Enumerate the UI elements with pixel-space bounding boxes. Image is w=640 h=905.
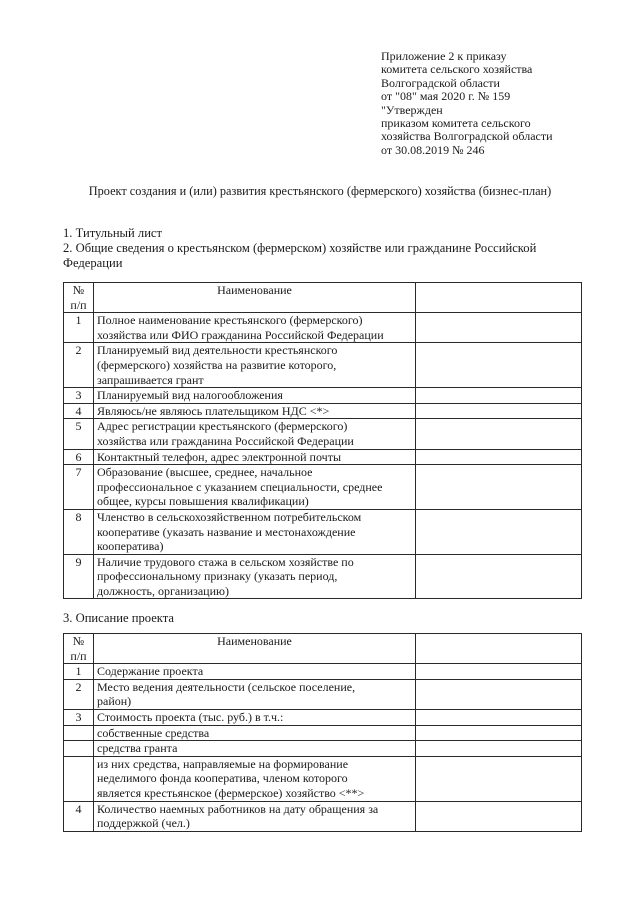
row-name-cell xyxy=(94,554,416,599)
row-number: 3 xyxy=(75,388,82,403)
table-row xyxy=(64,449,582,465)
header-number-label: № xyxy=(72,283,85,297)
section-2-heading: 2. Общие сведения о крестьянском (фермерском) хозяйстве или гражданине Российской xyxy=(63,241,537,255)
header-name-cell xyxy=(94,283,416,313)
header-name-label: Наименование xyxy=(217,283,292,297)
row-name-text: Контактный телефон, адрес электронной почты xyxy=(97,449,342,464)
header-name-cell xyxy=(94,634,416,664)
row-name-text: запрашивается грант xyxy=(97,372,204,387)
row-value-cell[interactable] xyxy=(416,388,582,404)
row-number-cell xyxy=(64,313,94,343)
table-row xyxy=(64,313,582,343)
row-number-cell xyxy=(64,801,94,831)
row-number-cell xyxy=(64,419,94,449)
row-name-text: Являюсь/не являюсь плательщиком НДС <*> xyxy=(97,403,330,418)
row-number-cell xyxy=(64,403,94,419)
row-number-cell xyxy=(64,449,94,465)
row-number: 8 xyxy=(75,509,82,524)
row-name-text: должность, организацию) xyxy=(97,583,229,598)
row-number-cell xyxy=(64,554,94,599)
row-number: 9 xyxy=(75,554,82,569)
header-number-label: п/п xyxy=(70,297,87,312)
general-info-table xyxy=(63,282,582,599)
row-number-cell xyxy=(64,388,94,404)
row-name-text: Наличие трудового стажа в сельском хозяйстве по xyxy=(97,554,354,569)
table-row xyxy=(64,388,582,404)
row-value-cell[interactable] xyxy=(416,509,582,554)
row-name-cell xyxy=(94,801,416,831)
table-row xyxy=(64,709,582,725)
row-name-text: хозяйства или ФИО гражданина Российской Федерации xyxy=(97,327,384,342)
row-value-cell[interactable] xyxy=(416,801,582,831)
row-name-text: кооперативе (указать название и местонахождение xyxy=(97,524,356,539)
row-number-cell xyxy=(64,465,94,510)
table-header-row xyxy=(64,634,582,664)
row-name-cell xyxy=(94,725,416,741)
row-name-cell xyxy=(94,756,416,801)
table-row xyxy=(64,741,582,757)
row-number-cell xyxy=(64,709,94,725)
row-name-cell xyxy=(94,419,416,449)
table-row xyxy=(64,554,582,599)
header-value-cell xyxy=(416,634,582,664)
row-name-text: кооператива) xyxy=(97,539,164,554)
row-name-text: профессиональное с указанием специальности, среднее xyxy=(97,479,383,494)
row-number-cell xyxy=(64,756,94,801)
table-row xyxy=(64,801,582,831)
project-description-table xyxy=(63,633,582,832)
row-number: 6 xyxy=(75,449,82,464)
header-line: Волгоградской области xyxy=(381,75,500,90)
section-1-heading: 1. Титульный лист xyxy=(63,226,163,240)
row-number: 7 xyxy=(75,465,82,480)
row-number-cell xyxy=(64,679,94,709)
row-name-text: средства гранта xyxy=(97,741,178,756)
row-name-cell xyxy=(94,509,416,554)
row-name-text: район) xyxy=(97,694,132,709)
header-number-label: № xyxy=(72,634,85,648)
row-name-cell xyxy=(94,465,416,510)
row-value-cell[interactable] xyxy=(416,709,582,725)
header-line: от "08" мая 2020 г. № 159 xyxy=(381,89,511,104)
row-value-cell[interactable] xyxy=(416,419,582,449)
table-header-row xyxy=(64,283,582,313)
header-line: приказом комитета сельского xyxy=(381,116,531,131)
row-value-cell[interactable] xyxy=(416,679,582,709)
row-name-text: (фермерского) хозяйства на развитие которого, xyxy=(97,357,337,372)
approval-header xyxy=(381,50,631,157)
row-number-cell xyxy=(64,343,94,388)
header-number-label: п/п xyxy=(70,648,87,663)
row-value-cell[interactable] xyxy=(416,756,582,801)
table-row xyxy=(64,679,582,709)
header-number-cell xyxy=(64,634,94,664)
row-name-cell xyxy=(94,343,416,388)
table-row xyxy=(64,509,582,554)
row-value-cell[interactable] xyxy=(416,403,582,419)
header-name-label: Наименование xyxy=(217,634,292,648)
row-number-cell xyxy=(64,725,94,741)
row-name-text: Количество наемных работников на дату обращения за xyxy=(97,801,379,816)
row-name-cell xyxy=(94,313,416,343)
row-name-text: хозяйства или гражданина Российской Федерации xyxy=(97,433,354,448)
row-name-text: поддержкой (чел.) xyxy=(97,816,190,831)
row-value-cell[interactable] xyxy=(416,313,582,343)
row-name-text: общее, курсы повышения квалификации) xyxy=(97,494,309,509)
row-name-text: неделимого фонда кооператива, членом которого xyxy=(97,771,348,786)
row-name-text: Планируемый вид налогообложения xyxy=(97,388,283,403)
row-number: 2 xyxy=(75,343,82,358)
row-number: 5 xyxy=(75,419,82,434)
row-name-cell xyxy=(94,709,416,725)
row-name-text: Место ведения деятельности (сельское поселение, xyxy=(97,679,356,694)
table-row xyxy=(64,756,582,801)
row-number: 1 xyxy=(75,664,82,679)
row-name-cell xyxy=(94,388,416,404)
row-name-text: Образование (высшее, среднее, начальное xyxy=(97,465,313,480)
row-number: 2 xyxy=(75,679,82,694)
row-name-text: Содержание проекта xyxy=(97,664,204,679)
row-name-text: профессиональному признаку (указать период, xyxy=(97,569,338,584)
section-2-heading-cont: Федерации xyxy=(63,256,123,270)
row-name-text: Членство в сельскохозяйственном потребительском xyxy=(97,509,362,524)
row-value-cell[interactable] xyxy=(416,741,582,757)
row-number: 1 xyxy=(75,313,82,328)
row-name-text: Стоимость проекта (тыс. руб.) в т.ч.: xyxy=(97,709,284,724)
table-row xyxy=(64,725,582,741)
header-line: "Утвержден xyxy=(381,102,443,117)
row-name-text: собственные средства xyxy=(97,725,210,740)
row-name-text: является крестьянское (фермерское) хозяйство <**> xyxy=(97,785,365,800)
header-line: комитета сельского хозяйства xyxy=(381,62,533,77)
header-line: от 30.08.2019 № 246 xyxy=(381,142,485,157)
document-title: Проект создания и (или) развития крестьянского (фермерского) хозяйства (бизнес-план) xyxy=(88,184,552,198)
table-row xyxy=(64,343,582,388)
row-number-cell xyxy=(64,741,94,757)
row-number-cell xyxy=(64,509,94,554)
header-number-cell xyxy=(64,283,94,313)
row-name-text: из них средства, направляемые на формирование xyxy=(97,756,349,771)
header-value-cell xyxy=(416,283,582,313)
row-name-text: Полное наименование крестьянского (фермерского) xyxy=(97,313,363,328)
row-name-cell xyxy=(94,403,416,419)
row-value-cell[interactable] xyxy=(416,725,582,741)
row-value-cell[interactable] xyxy=(416,449,582,465)
row-name-cell xyxy=(94,449,416,465)
row-value-cell[interactable] xyxy=(416,343,582,388)
row-name-cell xyxy=(94,741,416,757)
row-name-text: Планируемый вид деятельности крестьянского xyxy=(97,343,338,358)
row-value-cell[interactable] xyxy=(416,465,582,510)
row-number: 4 xyxy=(75,403,82,418)
row-name-cell xyxy=(94,679,416,709)
row-name-cell xyxy=(94,664,416,680)
row-value-cell[interactable] xyxy=(416,664,582,680)
table-row xyxy=(64,403,582,419)
header-line: хозяйства Волгоградской области xyxy=(381,129,553,144)
row-value-cell[interactable] xyxy=(416,554,582,599)
table-row xyxy=(64,465,582,510)
row-number-cell xyxy=(64,664,94,680)
table-row xyxy=(64,419,582,449)
row-number: 4 xyxy=(75,801,82,816)
header-line: Приложение 2 к приказу xyxy=(381,49,507,63)
table-row xyxy=(64,664,582,680)
row-name-text: Адрес регистрации крестьянского (фермерского) xyxy=(97,419,348,434)
section-3-heading: 3. Описание проекта xyxy=(63,611,174,625)
row-number: 3 xyxy=(75,709,82,724)
